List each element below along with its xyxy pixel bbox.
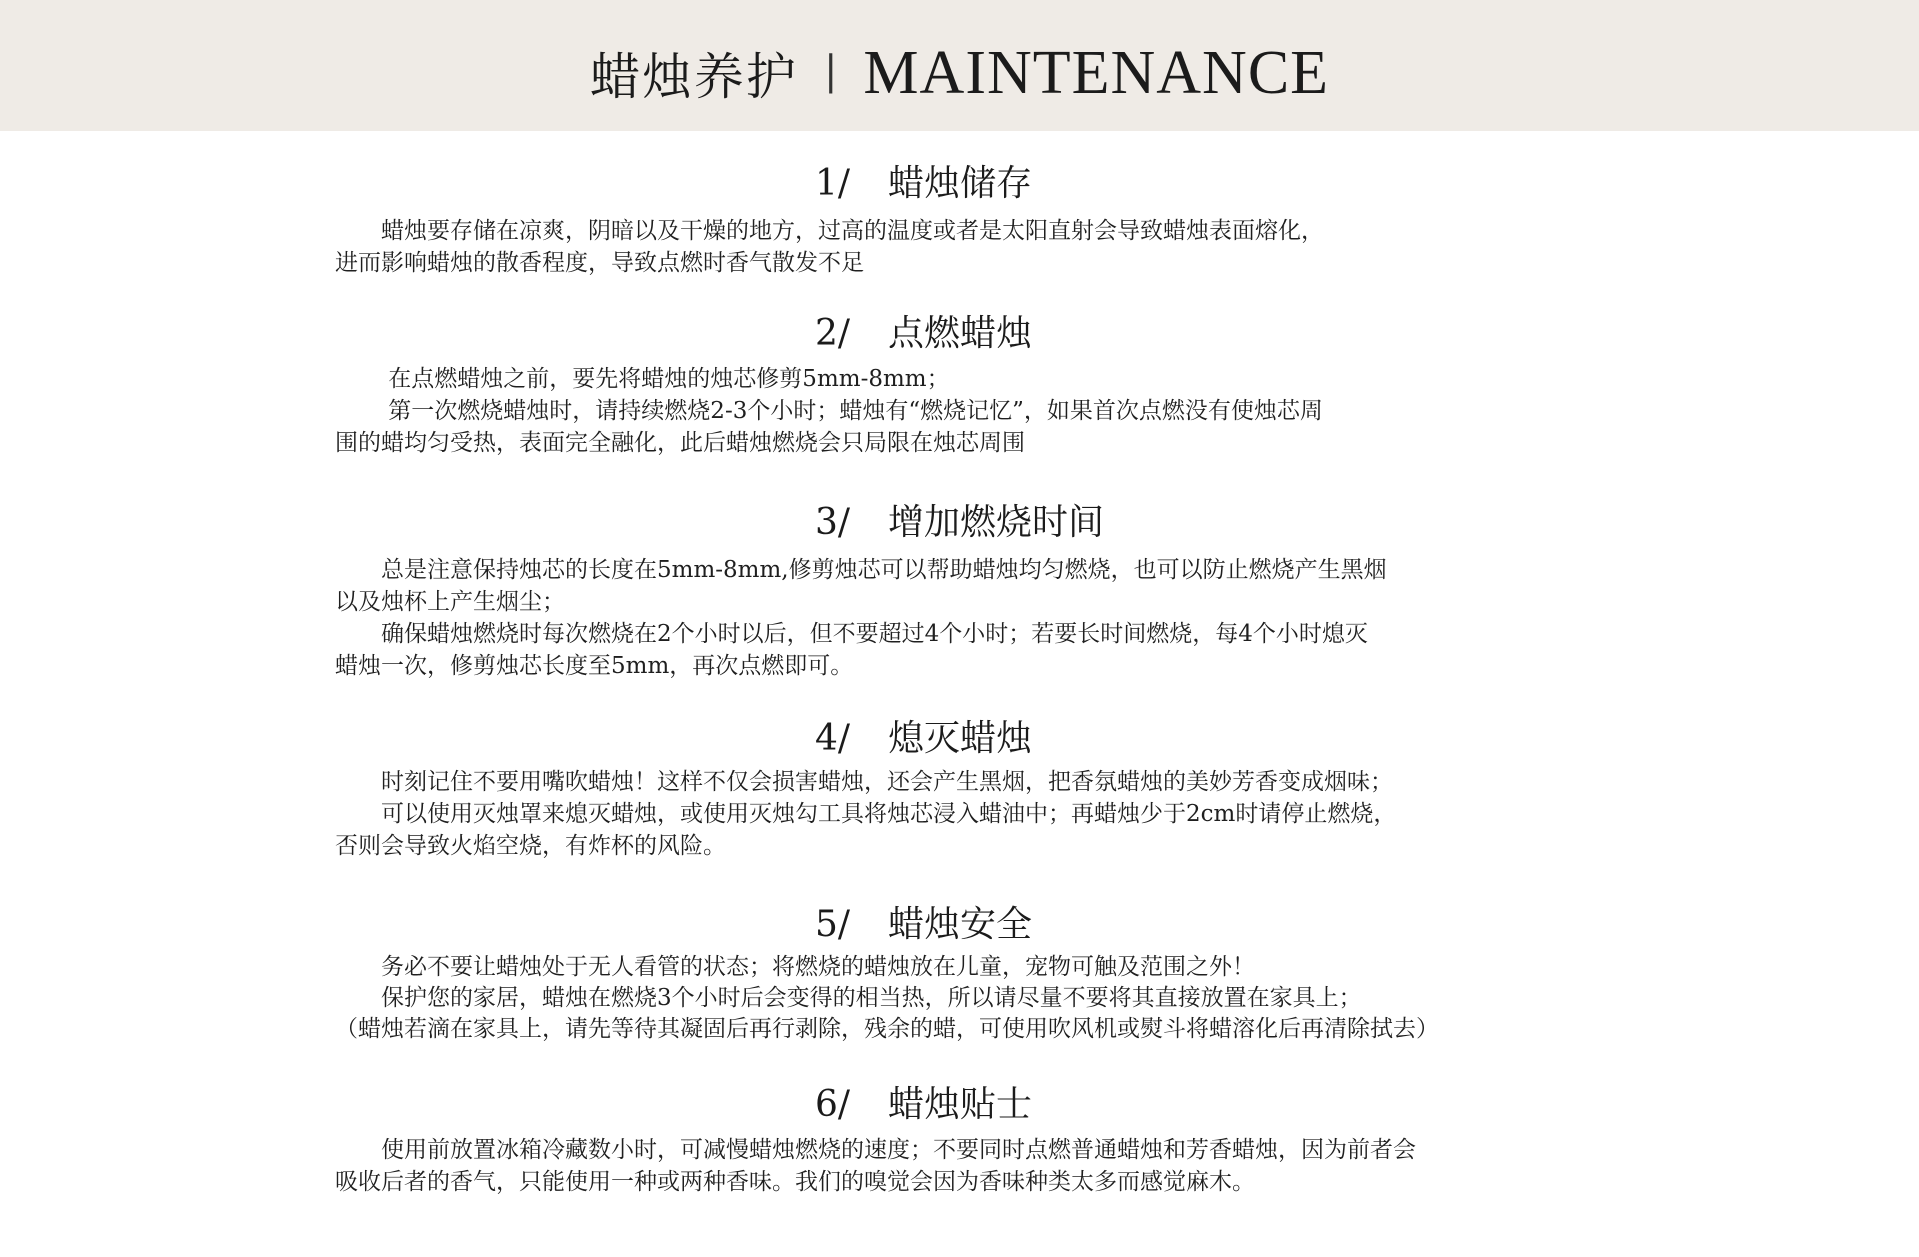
section-paragraph: 确保蜡烛燃烧时每次燃烧在2个小时以后，但不要超过4个小时；若要长时间燃烧，每4个小时熄灭 蜡烛一次，修剪烛芯长度至5mm，再次点燃即可。 — [335, 621, 1368, 679]
section-title: 增加燃烧时间 — [888, 502, 1105, 543]
section-paragraph: 务必不要让蜡烛处于无人看管的状态；将燃烧的蜡烛放在儿童，宠物可触及范围之外！ — [335, 954, 1255, 980]
section-heading-storage — [815, 155, 1032, 206]
section-title: 熄灭蜡烛 — [888, 718, 1033, 759]
section-paragraph: 总是注意保持烛芯的长度在5mm-8mm,修剪烛芯可以帮助蜡烛均匀燃烧，也可以防止燃烧产生黑烟 以及烛杯上产生烟尘； — [335, 557, 1387, 615]
section-number: 6/ — [815, 1084, 851, 1125]
page-title-english: MAINTENANCE — [863, 38, 1330, 107]
section-heading-extinguish — [815, 710, 1032, 761]
section-heading-lighting — [815, 305, 1032, 356]
section-title: 点燃蜡烛 — [888, 313, 1033, 354]
section-number: 1/ — [815, 163, 851, 204]
section-paragraph: 使用前放置冰箱冷藏数小时，可减慢蜡烛燃烧的速度；不要同时点燃普通蜡烛和芳香蜡烛，因为前者会 吸收后者的香气，只能使用一种或两种香味。我们的嗅觉会因为香味种类太多而感觉麻木。 — [335, 1137, 1416, 1195]
section-paragraph: 时刻记住不要用嘴吹蜡烛！这样不仅会损害蜡烛，还会产生黑烟，把香氛蜡烛的美妙芳香变成烟味； — [335, 769, 1393, 795]
section-title: 蜡烛储存 — [888, 163, 1033, 204]
section-paragraph: 第一次燃烧蜡烛时，请持续燃烧2-3个小时；蜡烛有“燃烧记忆”，如果首次点燃没有使烛芯周 围的蜡均匀受热，表面完全融化，此后蜡烛燃烧会只局限在烛芯周围 — [335, 398, 1323, 456]
section-paragraph: 保护您的家居，蜡烛在燃烧3个小时后会变得的相当热，所以请尽量不要将其直接放置在家具上； — [335, 985, 1362, 1011]
section-paragraph: （蜡烛若滴在家具上，请先等待其凝固后再行剥除，残余的蜡，可使用吹风机或熨斗将蜡溶化后再清除拭去） — [335, 1016, 1439, 1042]
section-number: 4/ — [815, 718, 851, 759]
section-paragraph: 可以使用灭烛罩来熄灭蜡烛，或使用灭烛勾工具将烛芯浸入蜡油中；再蜡烛少于2cm时请停止燃烧， 否则会导致火焰空烧，有炸杯的风险。 — [335, 801, 1397, 859]
section-title: 蜡烛贴士 — [888, 1084, 1033, 1125]
section-heading-safety — [815, 896, 1032, 947]
section-number: 2/ — [815, 313, 851, 354]
section-title: 蜡烛安全 — [888, 904, 1033, 945]
section-heading-burn-time — [815, 494, 1104, 545]
section-paragraph: 蜡烛要存储在凉爽，阴暗以及干燥的地方，过高的温度或者是太阳直射会导致蜡烛表面熔化， 进而影响蜡烛的散香程度，导致点燃时香气散发不足 — [335, 218, 1324, 276]
section-heading-tips — [815, 1076, 1032, 1127]
title-separator: | — [823, 48, 838, 94]
page-title-chinese: 蜡烛养护 — [589, 48, 798, 106]
page-title — [0, 0, 1919, 146]
section-number: 3/ — [815, 502, 851, 543]
section-number: 5/ — [815, 904, 851, 945]
section-paragraph: 在点燃蜡烛之前，要先将蜡烛的烛芯修剪5mm-8mm； — [335, 366, 950, 392]
